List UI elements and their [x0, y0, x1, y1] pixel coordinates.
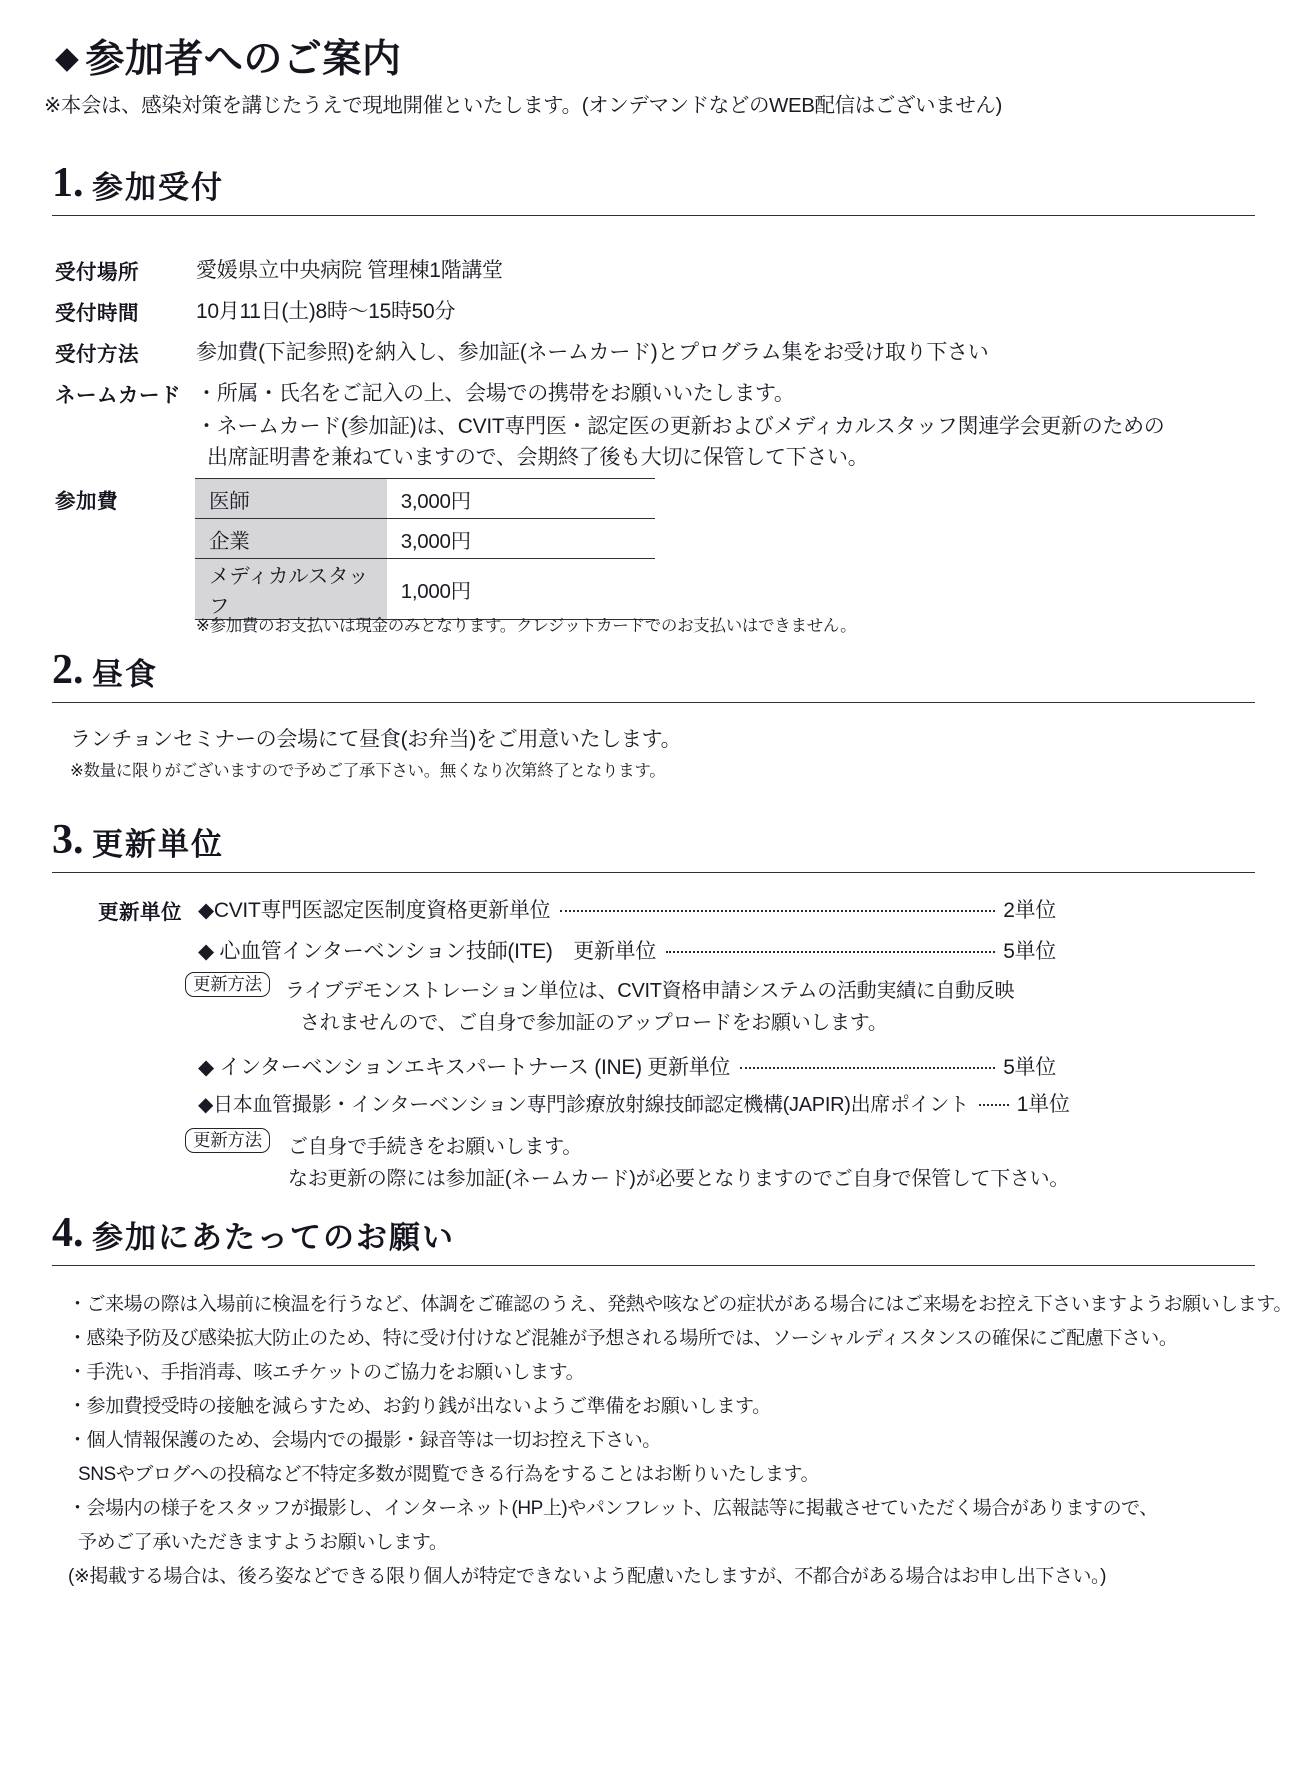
unit-item-cvit	[198, 894, 1056, 924]
table-row	[195, 559, 655, 620]
section-1-rule	[52, 215, 1255, 216]
request-line-7: ・会場内の様子をスタッフが撮影し、インターネット(HP上)やパンフレット、広報誌等に掲載させていただく場合がありますので、	[68, 1498, 1158, 1519]
diamond-icon: ◆	[55, 40, 80, 75]
dot-leader	[979, 1104, 1009, 1106]
update-method-box-1	[185, 972, 270, 997]
reception-time-label: 受付時間	[55, 302, 139, 325]
section-2-heading	[0, 647, 1308, 709]
update-method-label: 更新方法	[185, 1128, 270, 1153]
section-3-number: 3.	[52, 817, 84, 863]
fee-category: 医師	[195, 479, 387, 519]
section-participation-reception	[0, 160, 1308, 222]
fee-label: 参加費	[55, 490, 118, 513]
reception-method-value: 参加費(下記参照)を納入し、参加証(ネームカード)とプログラム集をお受け取り下さい	[196, 341, 989, 364]
namecard-line-1: ・所属・氏名をご記入の上、会場での携帯をお願いいたします。	[196, 382, 795, 405]
unit-item-ine	[198, 1051, 1056, 1081]
fee-note: ※参加費のお支払いは現金のみとなります。クレジットカードでのお支払いはできません。	[196, 617, 857, 635]
section-update-units	[0, 817, 1308, 879]
section-2-title: 昼食	[92, 657, 158, 692]
reception-time-value: 10月11日(土)8時〜15時50分	[196, 300, 456, 323]
section-4-number: 4.	[52, 1210, 84, 1256]
lunch-note: ※数量に限りがございますので予めご了承下さい。無くなり次第終了となります。	[70, 762, 666, 780]
section-requests	[0, 1210, 1308, 1272]
section-2-rule	[52, 702, 1255, 703]
request-line-2: ・感染予防及び感染拡大防止のため、特に受け付けなど混雑が予想される場所では、ソーシャルディスタンスの確保にご配慮下さい。	[68, 1328, 1178, 1349]
page-title-text: 参加者へのご案内	[85, 38, 402, 81]
page-subtitle: ※本会は、感染対策を講じたうえで現地開催といたします。(オンデマンドなどのWEB配信はございません)	[44, 94, 1002, 117]
table-row	[195, 519, 655, 559]
section-3-heading	[0, 817, 1308, 879]
fee-amount: 3,000円	[387, 519, 655, 559]
dot-leader	[560, 910, 995, 912]
request-line-8: 予めご了承いただきますようお願いします。	[78, 1532, 448, 1553]
fee-amount: 1,000円	[387, 559, 655, 620]
unit-item-value: 5単位	[1003, 940, 1056, 963]
reception-place-label: 受付場所	[55, 261, 139, 284]
unit-item-label: ◆CVIT専門医認定医制度資格更新単位	[198, 899, 551, 922]
update-method-2-line-1: ご自身で手続きをお願いします。	[288, 1136, 582, 1158]
namecard-line-2: ・ネームカード(参加証)は、CVIT専門医・認定医の更新およびメディカルスタッフ関連学会更新のための	[196, 415, 1165, 438]
lunch-body: ランチョンセミナーの会場にて昼食(お弁当)をご用意いたします。	[70, 728, 682, 751]
request-line-9: (※掲載する場合は、後ろ姿などできる限り個人が特定できないよう配慮いたしますが、不都合がある場合はお申し出下さい。)	[68, 1566, 1106, 1587]
section-1-title: 参加受付	[92, 170, 224, 205]
request-line-6: SNSやブログへの投稿など不特定多数が閲覧できる行為をすることはお断りいたします。	[78, 1464, 820, 1485]
update-units-label: 更新単位	[98, 901, 182, 924]
request-line-1: ・ご来場の際は入場前に検温を行うなど、体調をご確認のうえ、発熱や咳などの症状がある場合にはご来場をお控え下さいますようお願いします。	[68, 1294, 1292, 1315]
fee-amount: 3,000円	[387, 479, 655, 519]
request-line-5: ・個人情報保護のため、会場内での撮影・録音等は一切お控え下さい。	[68, 1430, 661, 1451]
update-method-1-line-1: ライブデモンストレーション単位は、CVIT資格申請システムの活動実績に自動反映	[285, 980, 1015, 1002]
request-line-4: ・参加費授受時の接触を減らすため、お釣り銭が出ないようご準備をお願いします。	[68, 1396, 771, 1417]
unit-item-label: ◆日本血管撮影・インターベンション専門診療放射線技師認定機構(JAPIR)出席ポイント	[198, 1094, 969, 1116]
section-4-title: 参加にあたってのお願い	[92, 1220, 455, 1255]
section-3-rule	[52, 872, 1255, 873]
update-method-2-line-2: なお更新の際には参加証(ネームカード)が必要となりますのでご自身で保管して下さい。	[288, 1168, 1070, 1190]
unit-item-value: 1単位	[1016, 1093, 1070, 1116]
section-3-title: 更新単位	[92, 827, 224, 862]
unit-item-label: ◆ インターベンションエキスパートナース (INE) 更新単位	[198, 1056, 731, 1079]
update-method-box-2	[185, 1128, 270, 1153]
fee-category: 企業	[195, 519, 387, 559]
dot-leader	[740, 1067, 995, 1069]
unit-item-value: 5単位	[1003, 1056, 1056, 1079]
fee-table	[195, 478, 655, 620]
request-line-3: ・手洗い、手指消毒、咳エチケットのご協力をお願いします。	[68, 1362, 585, 1383]
reception-method-label: 受付方法	[55, 343, 139, 366]
update-method-1-line-2: されませんので、ご自身で参加証のアップロードをお願いします。	[300, 1012, 888, 1034]
reception-place-value: 愛媛県立中央病院 管理棟1階講堂	[196, 259, 503, 282]
dot-leader	[666, 951, 995, 953]
fee-category: メディカルスタッフ	[195, 559, 387, 620]
unit-item-label: ◆ 心血管インターベンション技師(ITE) 更新単位	[198, 940, 657, 963]
section-2-number: 2.	[52, 647, 84, 693]
namecard-line-3: 出席証明書を兼ねていますので、会期終了後も大切に保管して下さい。	[207, 446, 869, 469]
page-title	[55, 28, 401, 84]
section-lunch	[0, 647, 1308, 709]
section-1-heading	[0, 160, 1308, 222]
section-1-number: 1.	[52, 160, 84, 206]
section-4-rule	[52, 1265, 1255, 1266]
unit-item-japir	[198, 1088, 1070, 1118]
unit-item-ite	[198, 935, 1056, 965]
namecard-label: ネームカード	[55, 384, 181, 407]
unit-item-value: 2単位	[1003, 899, 1056, 922]
table-row	[195, 479, 655, 519]
update-method-label: 更新方法	[185, 972, 270, 997]
section-4-heading	[0, 1210, 1308, 1272]
